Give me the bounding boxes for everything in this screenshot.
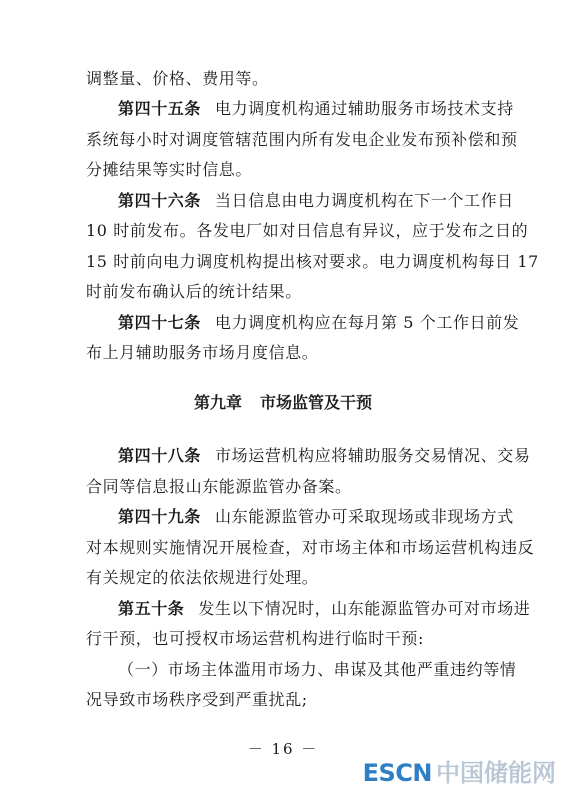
article-48	[118, 446, 531, 466]
article-46	[118, 191, 514, 211]
watermark-brand: ESCN	[362, 759, 432, 787]
article-45	[118, 99, 514, 119]
line-text: 当日信息由电力调度机构在下一个工作日	[215, 191, 514, 210]
watermark-site: 中国储能网	[436, 759, 556, 787]
line-text: 15 时前向电力调度机构提出核对要求。电力调度机构每日 17	[86, 252, 539, 271]
body-line	[86, 343, 496, 363]
article-50	[118, 599, 531, 619]
line-text: 合同等信息报山东能源监管办备案。	[86, 477, 352, 496]
line-text: 时前发布确认后的统计结果。	[86, 282, 302, 301]
line-text: 分摊结果等实时信息。	[86, 160, 253, 179]
body-line	[86, 629, 496, 649]
article-number: 第四十八条	[118, 446, 202, 465]
body-line	[86, 69, 496, 89]
line-text: 有关规定的依法依规进行处理。	[86, 568, 319, 587]
body-line	[86, 130, 518, 150]
line-text: 市场运营机构应将辅助服务交易情况、交易	[215, 446, 531, 465]
clause-item-1	[118, 660, 517, 680]
line-text: 山东能源监管办可采取现场或非现场方式	[215, 507, 514, 526]
line-text: （一）市场主体滥用市场力、串谋及其他严重违约等情	[118, 660, 517, 679]
chapter-number: 第九章	[193, 393, 242, 412]
line-text: 布上月辅助服务市场月度信息。	[86, 343, 319, 362]
page-number: － 16 －	[247, 740, 319, 758]
line-text: 系统每小时对调度管辖范围内所有发电企业发布预补偿和预	[86, 130, 518, 149]
article-47	[118, 313, 520, 333]
body-line	[86, 160, 496, 180]
article-49	[118, 507, 514, 527]
line-text: 电力调度机构通过辅助服务市场技术支持	[215, 99, 514, 118]
article-number: 第五十条	[118, 599, 185, 618]
line-text: 发生以下情况时，山东能源监管办可对市场进	[198, 599, 531, 618]
body-line	[86, 221, 529, 241]
article-number: 第四十五条	[118, 99, 202, 118]
body-line	[86, 282, 496, 302]
watermark-logo	[363, 753, 556, 788]
article-number: 第四十六条	[118, 191, 202, 210]
chapter-title: 市场监管及干预	[260, 393, 373, 412]
body-line	[86, 477, 496, 497]
line-text: 况导致市场秩序受到严重扰乱;	[86, 690, 308, 709]
article-number: 第四十七条	[118, 313, 202, 332]
body-line	[86, 690, 496, 710]
article-number: 第四十九条	[118, 507, 202, 526]
line-text: 行干预，也可授权市场运营机构进行临时干预:	[86, 629, 424, 648]
chapter-heading	[0, 390, 566, 413]
body-line	[86, 252, 539, 272]
body-line	[86, 538, 535, 558]
line-text: 对本规则实施情况开展检查，对市场主体和市场运营机构违反	[86, 538, 535, 557]
line-text: 电力调度机构应在每月第 5 个工作日前发	[215, 313, 520, 332]
line-text: 10 时前发布。各发电厂如对日信息有异议，应于发布之日的	[86, 221, 529, 240]
line-text: 调整量、价格、费用等。	[86, 69, 269, 88]
body-line	[86, 568, 496, 588]
